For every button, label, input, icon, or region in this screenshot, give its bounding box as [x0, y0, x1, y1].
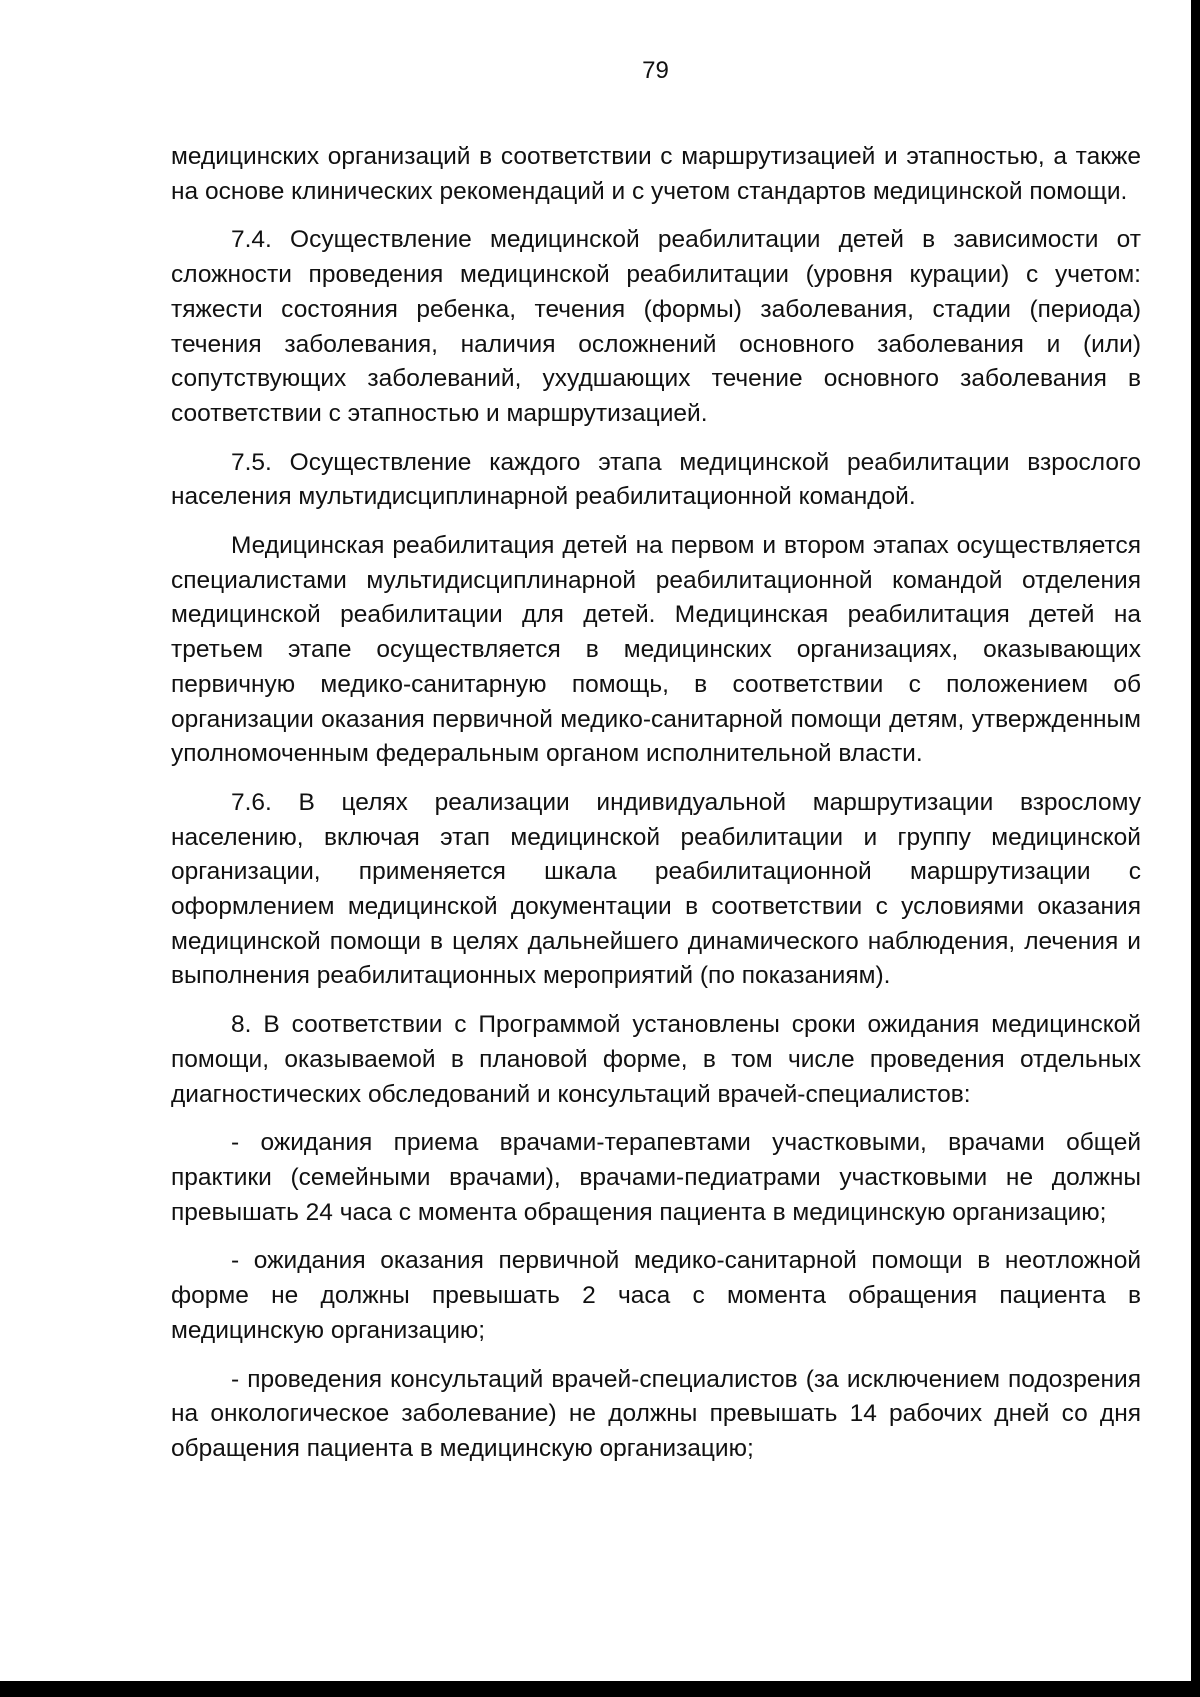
paragraph-continuation: медицинских организаций в соответствии с маршрутизацией и этапностью, а также на основе клинических рекомендаций и с учетом стандартов медицинской помощи. [171, 143, 1141, 205]
list-item-reception-wait: - ожидания приема врачами-терапевтами участковыми, врачами общей практики (семейными врачами), врачами-педиатрами участковыми не должны превышать 24 часа с момента обращения пациента в медицинскую организацию; [171, 1129, 1141, 1226]
paragraph-children-rehabilitation: Медицинская реабилитация детей на первом и втором этапах осуществляется специалистами мультидисциплинарной реабилитационной командой отделения медицинской реабилитации для детей. Медицинская реабилитация детей на третьем этапе осуществляется в медицинских организациях, оказывающих первичную медико-санитарную помощь, в соответствии с положением об организации оказания первичной медико-санитарной помощи детям, утвержденным уполномоченным федеральным органом исполнительной власти. [171, 532, 1141, 768]
paragraph-8: 8. В соответствии с Программой установлены сроки ожидания медицинской помощи, оказываемой в плановой форме, в том числе проведения отдельных диагностических обследований и консультаций врачей-специалистов: [171, 1011, 1141, 1108]
list-item-urgent-care-wait: - ожидания оказания первичной медико-санитарной помощи в неотложной форме не должны превышать 2 часа с момента обращения пациента в медицинскую организацию; [171, 1247, 1141, 1344]
page-number: 79 [642, 57, 669, 84]
paragraph-7-6: 7.6. В целях реализации индивидуальной маршрутизации взрослому населению, включая этап медицинской реабилитации и группу медицинской организации, применяется шкала реабилитационной маршрутизации с оформлением медицинской документации в соответствии с условиями оказания медицинской помощи в целях дальнейшего динамического наблюдения, лечения и выполнения реабилитационных мероприятий (по показаниям). [171, 788, 1141, 990]
paragraph-7-5: 7.5. Осуществление каждого этапа медицинской реабилитации взрослого населения мультидисциплинарной реабилитационной командой. [171, 448, 1141, 511]
document-body [171, 140, 1141, 1481]
scan-edge-bottom [0, 1681, 1200, 1697]
list-item-specialist-consultation-wait: - проведения консультаций врачей-специалистов (за исключением подозрения на онкологическое заболевание) не должны превышать 14 рабочих дней со дня обращения пациента в медицинскую организацию; [171, 1365, 1141, 1462]
scan-edge-right [1191, 0, 1200, 1697]
paragraph-7-4: 7.4. Осуществление медицинской реабилитации детей в зависимости от сложности проведения медицинской реабилитации (уровня курации) с учетом: тяжести состояния ребенка, течения (формы) заболевания, стадии (периода) течения заболевания, наличия осложнений основного заболевания и (или) сопутствующих заболеваний, ухудшающих течение основного заболевания в соответствии с этапностью и маршрутизацией. [171, 226, 1141, 427]
